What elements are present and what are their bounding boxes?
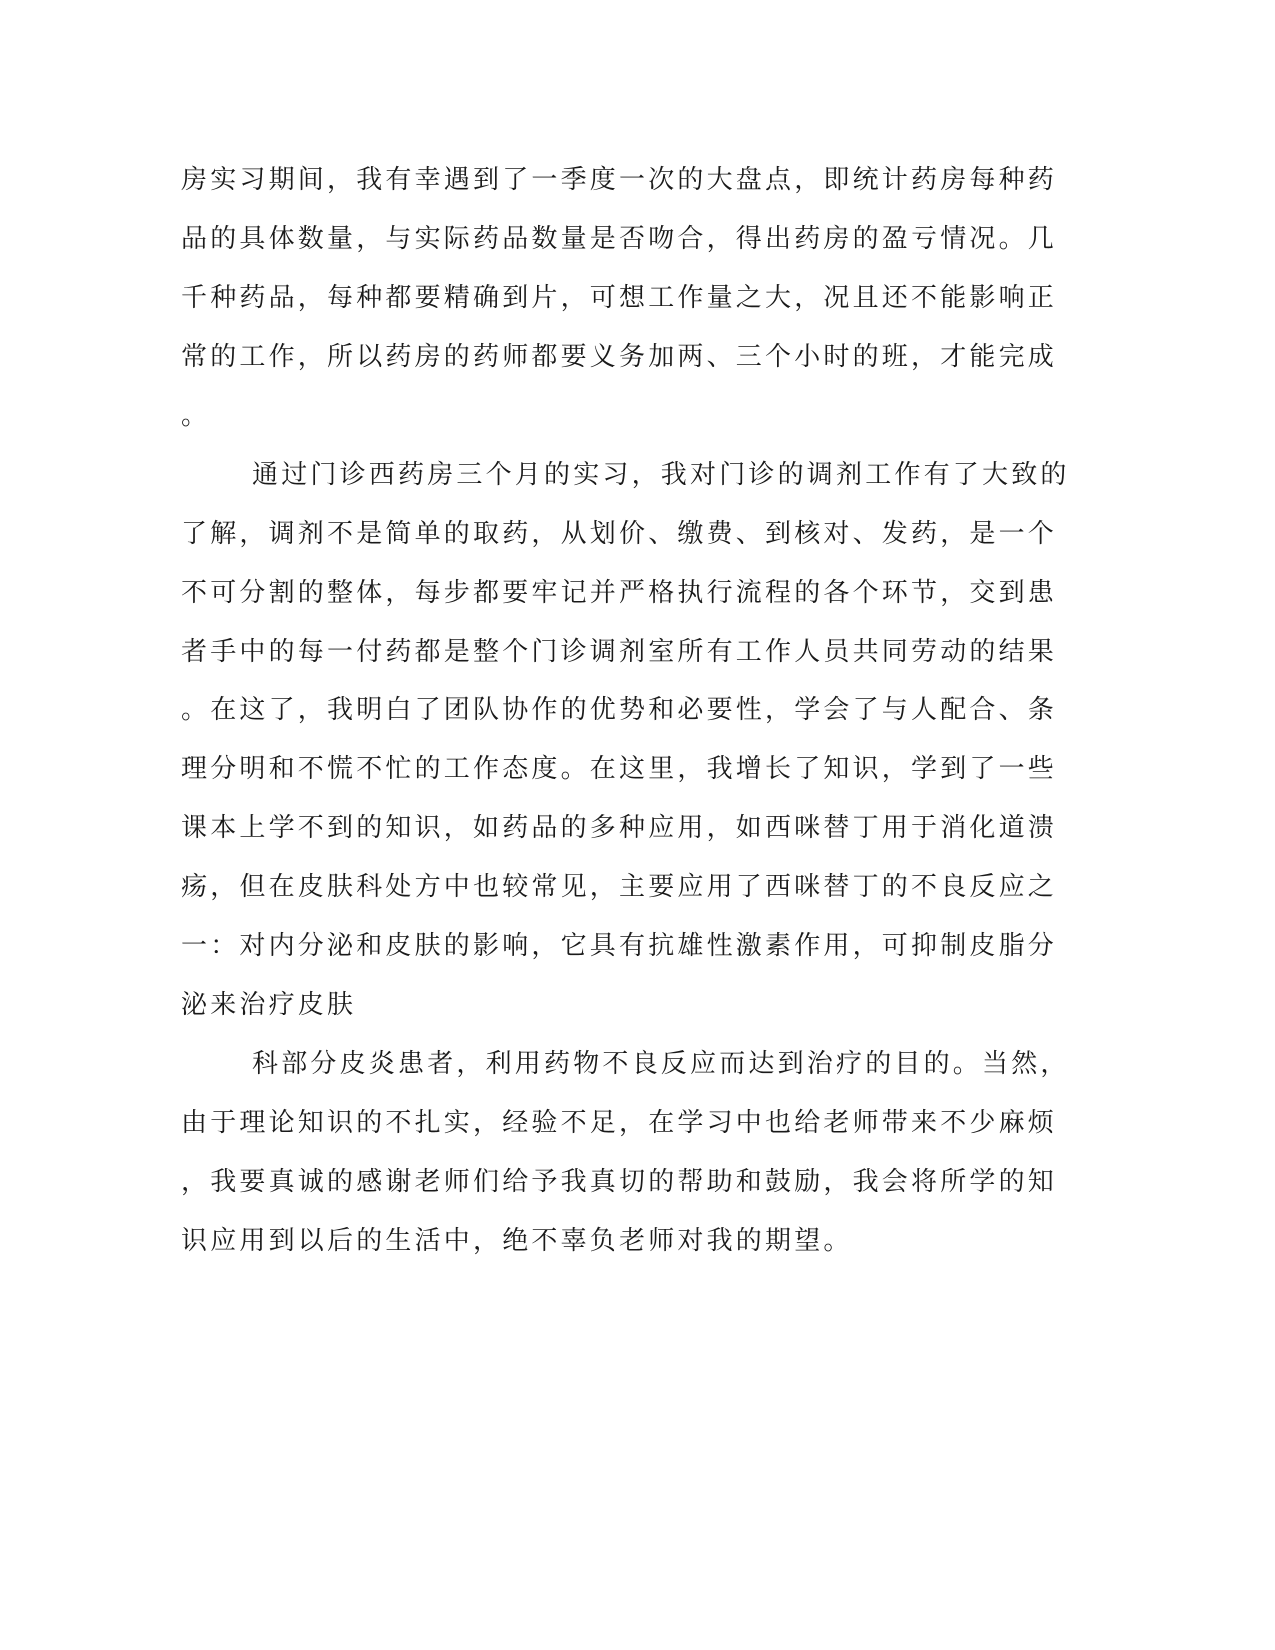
text-line: 品的具体数量，与实际药品数量是否吻合，得出药房的盈亏情况。几 <box>181 224 1058 254</box>
text-line: 一：对内分泌和皮肤的影响，它具有抗雄性激素作用，可抑制皮脂分 <box>181 931 1058 961</box>
text-line: 房实习期间，我有幸遇到了一季度一次的大盘点，即统计药房每种药 <box>181 165 1058 195</box>
text-line: 常的工作，所以药房的药师都要义务加两、三个小时的班，才能完成 <box>181 342 1058 372</box>
text-line: 者手中的每一付药都是整个门诊调剂室所有工作人员共同劳动的结果 <box>181 637 1058 667</box>
text-line: 疡，但在皮肤科处方中也较常见，主要应用了西咪替丁的不良反应之 <box>181 872 1058 902</box>
text-line: 识应用到以后的生活中，绝不辜负老师对我的期望。 <box>181 1226 853 1256</box>
text-line: 不可分割的整体，每步都要牢记并严格执行流程的各个环节，交到患 <box>181 578 1058 608</box>
text-line: 科部分皮炎患者，利用药物不良反应而达到治疗的目的。当然， <box>252 1049 1070 1079</box>
text-line: 由于理论知识的不扎实，经验不足，在学习中也给老师带来不少麻烦 <box>181 1108 1058 1138</box>
text-line: ，我要真诚的感谢老师们给予我真切的帮助和鼓励，我会将所学的知 <box>181 1167 1058 1197</box>
text-line: 了解，调剂不是简单的取药，从划价、缴费、到核对、发药，是一个 <box>181 519 1058 549</box>
text-line: 。 <box>181 401 211 431</box>
text-line: 。在这了，我明白了团队协作的优势和必要性，学会了与人配合、条 <box>181 695 1058 725</box>
text-line: 千种药品，每种都要精确到片，可想工作量之大，况且还不能影响正 <box>181 283 1058 313</box>
text-line: 理分明和不慌不忙的工作态度。在这里，我增长了知识，学到了一些 <box>181 754 1058 784</box>
text-line: 泌来治疗皮肤 <box>181 990 357 1020</box>
text-line: 通过门诊西药房三个月的实习，我对门诊的调剂工作有了大致的 <box>252 460 1070 490</box>
text-line: 课本上学不到的知识，如药品的多种应用，如西咪替丁用于消化道溃 <box>181 813 1058 843</box>
